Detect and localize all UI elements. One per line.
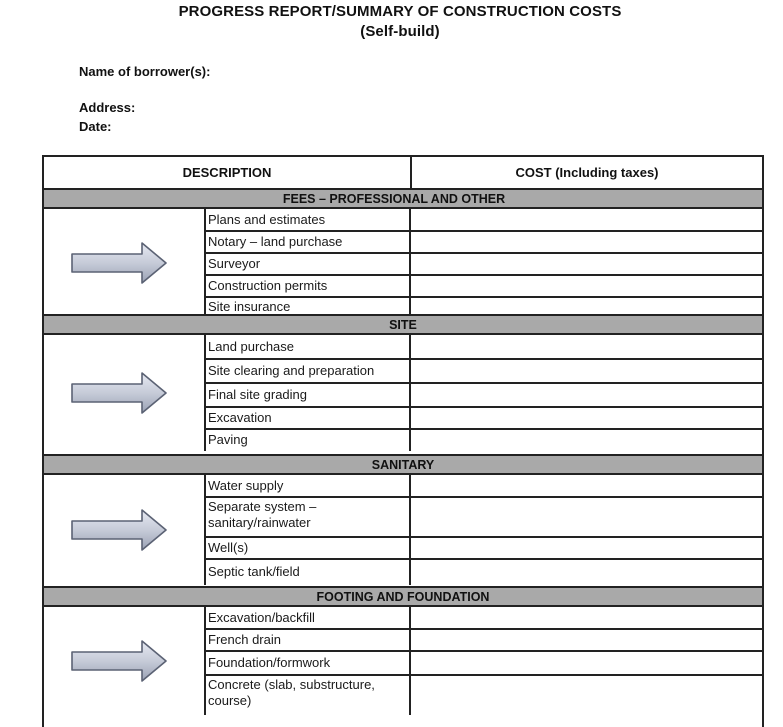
arrow-right-icon [70, 639, 168, 683]
line-item: Site insurance [208, 299, 291, 314]
cost-cell[interactable] [412, 475, 762, 497]
cost-cell[interactable] [412, 537, 762, 559]
section-title: SANITARY [371, 457, 435, 472]
column-divider [204, 475, 206, 585]
line-item: Foundation/formwork [208, 655, 331, 670]
line-item: Surveyor [208, 256, 261, 271]
section-header [44, 586, 762, 607]
cost-cell[interactable] [412, 407, 762, 429]
cost-cell[interactable] [412, 559, 762, 585]
column-divider [204, 209, 206, 317]
column-header-cost: COST (Including taxes) [515, 165, 659, 180]
cost-cell[interactable] [412, 275, 762, 297]
column-header-description: DESCRIPTION [44, 157, 412, 188]
section-title: FEES – PROFESSIONAL AND OTHER [282, 191, 506, 206]
line-item: Excavation/backfill [208, 610, 315, 625]
cost-cell[interactable] [412, 383, 762, 407]
cost-cell[interactable] [412, 497, 762, 537]
cost-cell[interactable] [412, 231, 762, 253]
date-label: Date: [79, 119, 112, 134]
column-divider [409, 335, 411, 451]
section-header [44, 188, 762, 209]
cost-cell[interactable] [412, 651, 762, 675]
line-item: Land purchase [208, 339, 295, 354]
cost-cell[interactable] [412, 253, 762, 275]
cost-cell[interactable] [412, 359, 762, 383]
line-item: Final site grading [208, 387, 307, 402]
page-title: PROGRESS REPORT/SUMMARY OF CONSTRUCTION COSTS [178, 3, 622, 20]
line-item: Notary – land purchase [208, 234, 343, 249]
address-label: Address: [79, 100, 136, 115]
line-item: Water supply [208, 478, 284, 493]
line-item: Paving [208, 432, 248, 447]
column-divider [409, 475, 411, 585]
cost-cell[interactable] [412, 629, 762, 651]
borrower-label: Name of borrower(s): [79, 64, 211, 79]
cost-table [42, 155, 764, 727]
line-item: French drain [208, 632, 281, 647]
arrow-right-icon [70, 241, 168, 285]
line-item: Excavation [208, 410, 272, 425]
column-divider [204, 607, 206, 715]
section-title: SITE [389, 317, 417, 332]
line-item: Site clearing and preparation [208, 363, 375, 378]
line-item: Plans and estimates [208, 212, 326, 227]
cost-cell[interactable] [412, 429, 762, 451]
cost-cell[interactable] [412, 209, 762, 231]
cost-cell[interactable] [412, 335, 762, 359]
line-item: Septic tank/field [208, 564, 300, 579]
cost-cell[interactable] [412, 607, 762, 629]
arrow-right-icon [70, 508, 168, 552]
section-title: FOOTING AND FOUNDATION [316, 589, 490, 604]
cost-cell[interactable] [412, 675, 762, 715]
section-header [44, 454, 762, 475]
arrow-right-icon [70, 371, 168, 415]
page-subtitle: (Self-build) [360, 23, 440, 40]
column-divider [409, 607, 411, 715]
line-item: Concrete (slab, substructure, course) [208, 677, 375, 708]
line-item: Construction permits [208, 278, 328, 293]
column-divider [409, 209, 411, 317]
line-item: Well(s) [208, 540, 249, 555]
column-divider [204, 335, 206, 451]
line-item: Separate system – sanitary/rainwater [208, 499, 317, 530]
section-header [44, 314, 762, 335]
